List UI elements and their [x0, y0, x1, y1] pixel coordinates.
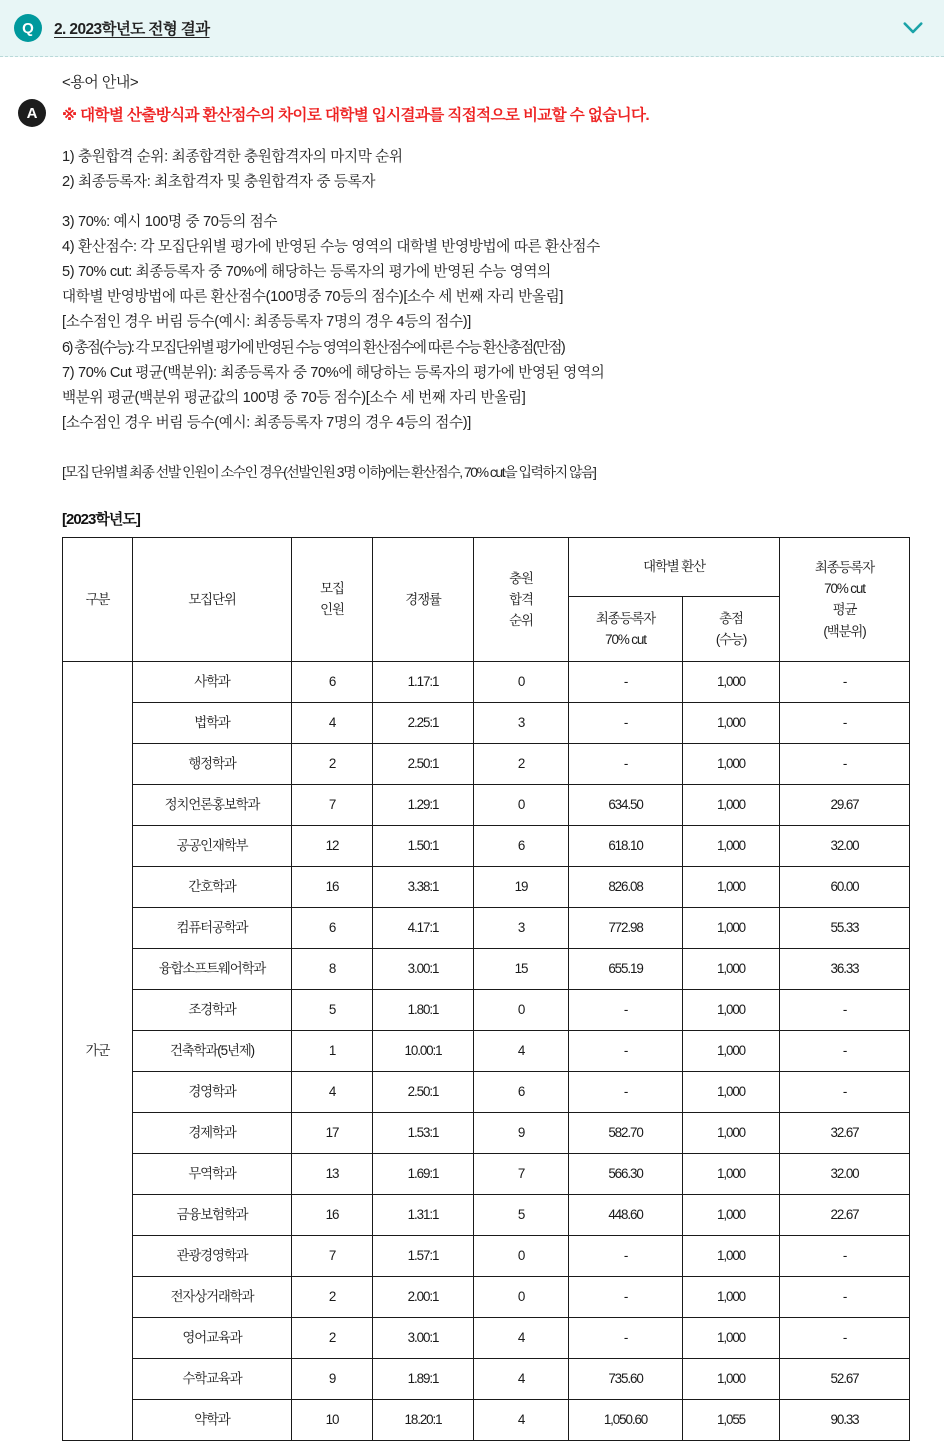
cell-unit: 영어교육과: [133, 1317, 292, 1358]
cell-quota: 7: [292, 1235, 373, 1276]
cell-total: 1,000: [683, 948, 780, 989]
cell-quota: 12: [292, 825, 373, 866]
cell-conversion: -: [569, 989, 683, 1030]
table-row: [63, 866, 910, 907]
cell-unit: 약학과: [133, 1399, 292, 1440]
cell-percentile: 32.67: [780, 1112, 910, 1153]
col-header-pct-line4: (백분위): [823, 623, 866, 639]
cell-rank: 0: [474, 661, 569, 702]
col-header-pct-line3: 평균: [832, 602, 857, 618]
cell-percentile: -: [780, 1071, 910, 1112]
cell-conversion: -: [569, 661, 683, 702]
cell-percentile: 29.67: [780, 784, 910, 825]
cell-ratio: 18.20:1: [373, 1399, 474, 1440]
table-row: [63, 1235, 910, 1276]
col-header-pct-average: [780, 537, 910, 661]
cell-percentile: 36.33: [780, 948, 910, 989]
cell-unit: 컴퓨터공학과: [133, 907, 292, 948]
cell-total: 1,000: [683, 907, 780, 948]
col-header-quota-line1: 모집: [320, 581, 344, 597]
table-row: [63, 1194, 910, 1235]
cell-ratio: 2.50:1: [373, 743, 474, 784]
cell-conversion: -: [569, 743, 683, 784]
table-head: [63, 537, 910, 661]
cell-total: 1,000: [683, 825, 780, 866]
cell-quota: 2: [292, 1276, 373, 1317]
cell-rank: 5: [474, 1194, 569, 1235]
table-header-row-1: [63, 537, 910, 596]
cell-rank: 4: [474, 1317, 569, 1358]
cell-unit: 법학과: [133, 702, 292, 743]
cell-total: 1,000: [683, 1112, 780, 1153]
cell-rank: 7: [474, 1153, 569, 1194]
cell-quota: 13: [292, 1153, 373, 1194]
definition-item: [소수점인 경우 버림 등수(예시: 최종등록자 7명의 경우 4등의 점수)]: [62, 314, 471, 331]
cell-quota: 4: [292, 1071, 373, 1112]
cell-rank: 19: [474, 866, 569, 907]
cell-percentile: -: [780, 1276, 910, 1317]
cell-rank: 6: [474, 825, 569, 866]
cell-percentile: 90.33: [780, 1399, 910, 1440]
cell-total: 1,000: [683, 1030, 780, 1071]
definition-list: [62, 145, 916, 436]
cell-ratio: 1.57:1: [373, 1235, 474, 1276]
question-badge: Q: [14, 14, 42, 42]
cell-total: 1,000: [683, 1317, 780, 1358]
year-heading: [2023학년도]: [62, 510, 140, 528]
cell-quota: 7: [292, 784, 373, 825]
table-row: [63, 825, 910, 866]
cell-percentile: 22.67: [780, 1194, 910, 1235]
chevron-down-icon[interactable]: [900, 15, 926, 41]
cell-total: 1,000: [683, 702, 780, 743]
cell-quota: 4: [292, 702, 373, 743]
cell-quota: 16: [292, 866, 373, 907]
cell-rank: 2: [474, 743, 569, 784]
cell-ratio: 4.17:1: [373, 907, 474, 948]
col-header-conv-total: [683, 596, 780, 661]
cell-conversion: 634.50: [569, 784, 683, 825]
col-header-conv-total-line1: 총점: [719, 610, 743, 626]
cell-total: 1,000: [683, 1153, 780, 1194]
cell-conversion: 655.19: [569, 948, 683, 989]
table-row: [63, 1071, 910, 1112]
definition-item: 7) 70% Cut 평균(백분위): 최종등록자 중 70%에 해당하는 등록자의 평가에 반영된 영역의: [62, 364, 605, 381]
cell-ratio: 2.00:1: [373, 1276, 474, 1317]
cell-ratio: 1.89:1: [373, 1358, 474, 1399]
cell-percentile: -: [780, 1317, 910, 1358]
definition-item: [소수점인 경우 버림 등수(예시: 최종등록자 7명의 경우 4등의 점수)]: [62, 414, 471, 431]
cell-ratio: 2.50:1: [373, 1071, 474, 1112]
cell-quota: 6: [292, 907, 373, 948]
cell-percentile: -: [780, 661, 910, 702]
col-header-conversion-group: 대학별 환산: [569, 537, 780, 596]
cell-group: 가군: [63, 661, 133, 1440]
col-header-conv-final: [569, 596, 683, 661]
col-header-rank-line1: 충원: [509, 570, 533, 586]
table-row: [63, 948, 910, 989]
cell-unit: 정치언론홍보학과: [133, 784, 292, 825]
cell-unit: 조경학과: [133, 989, 292, 1030]
col-header-unit: 모집단위: [133, 537, 292, 661]
cell-conversion: -: [569, 1317, 683, 1358]
small-selection-note: [모집 단위별 최종 선발 인원이 소수인 경우(선발인원 3명 이하)에는 환산점수, 70% cut을 입력하지 않음]: [62, 463, 596, 480]
col-header-quota: [292, 537, 373, 661]
col-header-rank-line2: 합격: [509, 591, 533, 607]
cell-total: 1,000: [683, 1071, 780, 1112]
cell-total: 1,000: [683, 866, 780, 907]
cell-unit: 융합소프트웨어학과: [133, 948, 292, 989]
cell-conversion: 1,050.60: [569, 1399, 683, 1440]
cell-unit: 관광경영학과: [133, 1235, 292, 1276]
cell-quota: 17: [292, 1112, 373, 1153]
cell-rank: 9: [474, 1112, 569, 1153]
cell-unit: 사학과: [133, 661, 292, 702]
cell-percentile: 52.67: [780, 1358, 910, 1399]
cell-quota: 5: [292, 989, 373, 1030]
definition-item: 6) 총점(수능): 각 모집단위별 평가에 반영된 수능 영역의 환산점수에 따른 수능 환산총점(만점): [62, 339, 565, 356]
answer-body: [0, 57, 944, 1441]
table-row: [63, 989, 910, 1030]
definition-item: 5) 70% cut: 최종등록자 중 70%에 해당하는 등록자의 평가에 반영된 수능 영역의: [62, 264, 551, 281]
comparison-notice: ※ 대학별 산출방식과 환산점수의 차이로 대학별 입시결과를 직접적으로 비교할 수 없습니다.: [62, 107, 650, 124]
cell-rank: 0: [474, 1235, 569, 1276]
table-row: [63, 1399, 910, 1440]
cell-conversion: -: [569, 1030, 683, 1071]
cell-conversion: 826.08: [569, 866, 683, 907]
cell-quota: 2: [292, 743, 373, 784]
answer-badge-wrapper: [18, 99, 46, 127]
cell-percentile: -: [780, 1235, 910, 1276]
table-row: [63, 1317, 910, 1358]
cell-total: 1,000: [683, 661, 780, 702]
cell-rank: 3: [474, 907, 569, 948]
table-row: [63, 1358, 910, 1399]
cell-conversion: -: [569, 1276, 683, 1317]
cell-total: 1,000: [683, 1194, 780, 1235]
term-guide-label: <용어 안내>: [62, 74, 139, 91]
col-header-rank-line3: 순위: [509, 613, 533, 629]
col-header-conv-total-line2: (수능): [715, 631, 747, 647]
page-title[interactable]: 2. 2023학년도 전형 결과: [54, 21, 210, 38]
cell-total: 1,000: [683, 1358, 780, 1399]
cell-percentile: -: [780, 743, 910, 784]
cell-ratio: 3.38:1: [373, 866, 474, 907]
cell-percentile: 32.00: [780, 825, 910, 866]
cell-unit: 경제학과: [133, 1112, 292, 1153]
cell-total: 1,000: [683, 743, 780, 784]
cell-unit: 행정학과: [133, 743, 292, 784]
cell-unit: 건축학과(5년제): [133, 1030, 292, 1071]
cell-ratio: 3.00:1: [373, 948, 474, 989]
table-row: [63, 907, 910, 948]
cell-percentile: 55.33: [780, 907, 910, 948]
cell-total: 1,000: [683, 1235, 780, 1276]
cell-conversion: 448.60: [569, 1194, 683, 1235]
cell-ratio: 3.00:1: [373, 1317, 474, 1358]
cell-rank: 15: [474, 948, 569, 989]
cell-conversion: 772.98: [569, 907, 683, 948]
cell-conversion: 582.70: [569, 1112, 683, 1153]
table-row: [63, 1112, 910, 1153]
table-body: [63, 661, 910, 1440]
table-row: [63, 1030, 910, 1071]
col-header-ratio: 경쟁률: [373, 537, 474, 661]
col-header-conv-final-line1: 최종등록자: [595, 610, 656, 626]
accordion-header[interactable]: [0, 0, 944, 57]
admission-result-table: [62, 537, 910, 1441]
table-row: [63, 661, 910, 702]
cell-percentile: 60.00: [780, 866, 910, 907]
cell-rank: 6: [474, 1071, 569, 1112]
cell-percentile: 32.00: [780, 1153, 910, 1194]
cell-rank: 4: [474, 1358, 569, 1399]
cell-total: 1,000: [683, 784, 780, 825]
table-row: [63, 743, 910, 784]
table-row: [63, 784, 910, 825]
cell-conversion: -: [569, 1235, 683, 1276]
col-header-quota-line2: 인원: [320, 602, 344, 618]
cell-ratio: 1.31:1: [373, 1194, 474, 1235]
col-header-pct-line2: 70% cut: [824, 581, 865, 597]
definition-item: 대학별 반영방법에 따른 환산점수(100명중 70등의 점수)[소수 세 번째 자리 반올림]: [62, 289, 564, 306]
cell-rank: 0: [474, 784, 569, 825]
cell-rank: 4: [474, 1030, 569, 1071]
cell-conversion: 566.30: [569, 1153, 683, 1194]
definition-item: 3) 70%: 예시 100명 중 70등의 점수: [62, 214, 278, 231]
cell-quota: 16: [292, 1194, 373, 1235]
cell-unit: 간호학과: [133, 866, 292, 907]
cell-ratio: 1.29:1: [373, 784, 474, 825]
cell-unit: 수학교육과: [133, 1358, 292, 1399]
cell-conversion: 735.60: [569, 1358, 683, 1399]
definition-item: 1) 충원합격 순위: 최종합격한 충원합격자의 마지막 순위: [62, 148, 403, 165]
col-header-rank: [474, 537, 569, 661]
cell-unit: 공공인재학부: [133, 825, 292, 866]
cell-rank: 4: [474, 1399, 569, 1440]
cell-unit: 금융보험학과: [133, 1194, 292, 1235]
cell-ratio: 1.17:1: [373, 661, 474, 702]
cell-ratio: 1.53:1: [373, 1112, 474, 1153]
table-row: [63, 1153, 910, 1194]
cell-rank: 0: [474, 1276, 569, 1317]
cell-total: 1,000: [683, 1276, 780, 1317]
cell-quota: 1: [292, 1030, 373, 1071]
cell-unit: 전자상거래학과: [133, 1276, 292, 1317]
definition-item: 4) 환산점수: 각 모집단위별 평가에 반영된 수능 영역의 대학별 반영방법에 따른 환산점수: [62, 239, 600, 256]
cell-ratio: 1.50:1: [373, 825, 474, 866]
cell-quota: 6: [292, 661, 373, 702]
cell-conversion: -: [569, 702, 683, 743]
cell-quota: 10: [292, 1399, 373, 1440]
answer-content: [0, 71, 944, 1441]
cell-percentile: -: [780, 1030, 910, 1071]
definition-item: 백분위 평균(백분위 평균값의 100명 중 70등 점수)[소수 세 번째 자리 반올림]: [62, 389, 526, 406]
definition-item: 2) 최종등록자: 최초합격자 및 충원합격자 중 등록자: [62, 174, 376, 191]
cell-total: 1,000: [683, 989, 780, 1030]
cell-unit: 무역학과: [133, 1153, 292, 1194]
cell-rank: 0: [474, 989, 569, 1030]
cell-ratio: 2.25:1: [373, 702, 474, 743]
cell-quota: 8: [292, 948, 373, 989]
cell-quota: 9: [292, 1358, 373, 1399]
table-row: [63, 702, 910, 743]
cell-quota: 2: [292, 1317, 373, 1358]
answer-badge: A: [18, 99, 46, 127]
cell-ratio: 1.80:1: [373, 989, 474, 1030]
cell-ratio: 10.00:1: [373, 1030, 474, 1071]
cell-rank: 3: [474, 702, 569, 743]
cell-conversion: -: [569, 1071, 683, 1112]
cell-percentile: -: [780, 702, 910, 743]
cell-total: 1,055: [683, 1399, 780, 1440]
cell-unit: 경영학과: [133, 1071, 292, 1112]
cell-ratio: 1.69:1: [373, 1153, 474, 1194]
cell-conversion: 618.10: [569, 825, 683, 866]
col-header-pct-line1: 최종등록자: [814, 560, 875, 576]
cell-percentile: -: [780, 989, 910, 1030]
table-row: [63, 1276, 910, 1317]
col-header-conv-final-line2: 70% cut: [605, 631, 646, 647]
col-header-gubun: 구분: [63, 537, 133, 661]
